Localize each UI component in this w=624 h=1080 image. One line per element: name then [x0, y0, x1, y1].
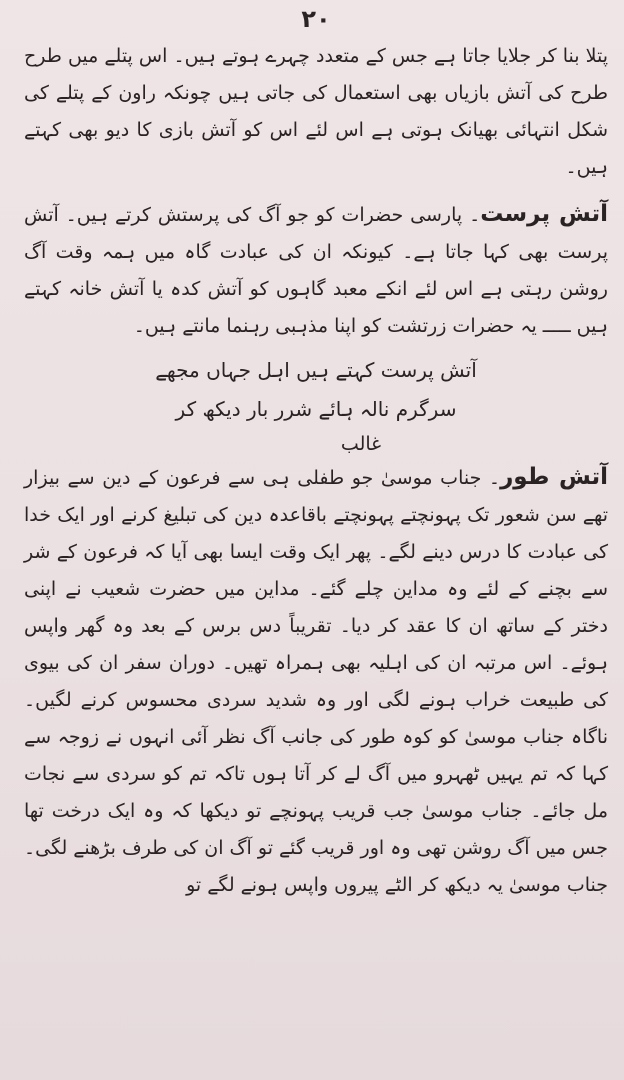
paragraph-atish-toor [24, 459, 608, 904]
paragraph-text: پتلا بنا کر جلایا جاتا ہے جس کے متعدد چہرے ہوتے ہیں۔ اس پتلے میں طرح طرح کی آتش بازیاں بھی استعمال کی جاتی ہیں چونکہ راون کے پتلے کی شکل انتہائی بھیانک ہوتی ہے اس لئے اس کو آتش بازی کا دیو بھی کہتے ہیں۔ [24, 45, 608, 178]
entry-heading: آتش طور [500, 464, 608, 490]
page-number: ۲۰ [301, 5, 331, 33]
paragraph-intro [24, 38, 608, 186]
paragraph-atish-parast [24, 196, 608, 345]
verse-block [24, 351, 608, 459]
paragraph-text: ۔ جناب موسیٰ جو طفلی ہی سے فرعون کے دین سے بیزار تھے سن شعور تک پہونچتے پہونچتے باقاعدہ دین کی تبلیغ کرنے اور ایک خدا کی عبادت کا درس دینے لگے۔ پھر ایک وقت ایسا بھی آیا کہ فرعون کے شر سے بچنے کے لئے وہ مداین چلے گئے۔ مداین میں حضرت شعیب نے اپنی دختر کے ساتھ ان کا عقد کر دیا۔ تقریباً دس برس کے بعد وہ گھر واپس ہوئے۔ اس مرتبہ ان کی اہلیہ بھی ہمراہ تھیں۔ دوران سفر ان کی بیوی کی طبیعت خراب ہونے لگی اور وہ شدید سردی محسوس کرنے لگیں۔ ناگاہ جناب موسیٰ کو کوہ طور کی جانب آگ نظر آئی انہوں نے زوجہ سے کہا کہ تم یہیں ٹھہرو میں آگ لے کر آتا ہوں تاکہ تم کو سردی سے نجات مل جائے۔ جناب موسیٰ جب قریب پہونچے تو دیکھا کہ وہ ایک درخت تھا جس میں آگ روشن تھی وہ اور قریب گئے تو آگ ان کی طرف بڑھنے لگی۔ جناب موسیٰ یہ دیکھ کر الٹے پیروں واپس ہونے لگے تو [24, 467, 608, 896]
verse-line: سرگرم نالہ ہائے شرر بار دیکھ کر [175, 397, 457, 421]
paragraph-text: ۔ پارسی حضرات کو جو آگ کی پرستش کرتے ہیں۔ آتش پرست بھی کہا جاتا ہے۔ کیونکہ ان کی عبادت گاہ میں ہمہ وقت آگ روشن رہتی ہے اس لئے انکے معبد گاہوں کو آتش کدہ یا آتش خانہ کہتے ہیں ـــــ یہ حضرات زرتشت کو اپنا مذہبی رہنما مانتے ہیں۔ [24, 204, 608, 337]
poet-name: غالب [340, 433, 382, 455]
entry-heading: آتش پرست [480, 201, 608, 227]
verse-line: آتش پرست کہتے ہیں اہل جہاں مجھے [155, 358, 477, 382]
page-body [24, 38, 608, 904]
